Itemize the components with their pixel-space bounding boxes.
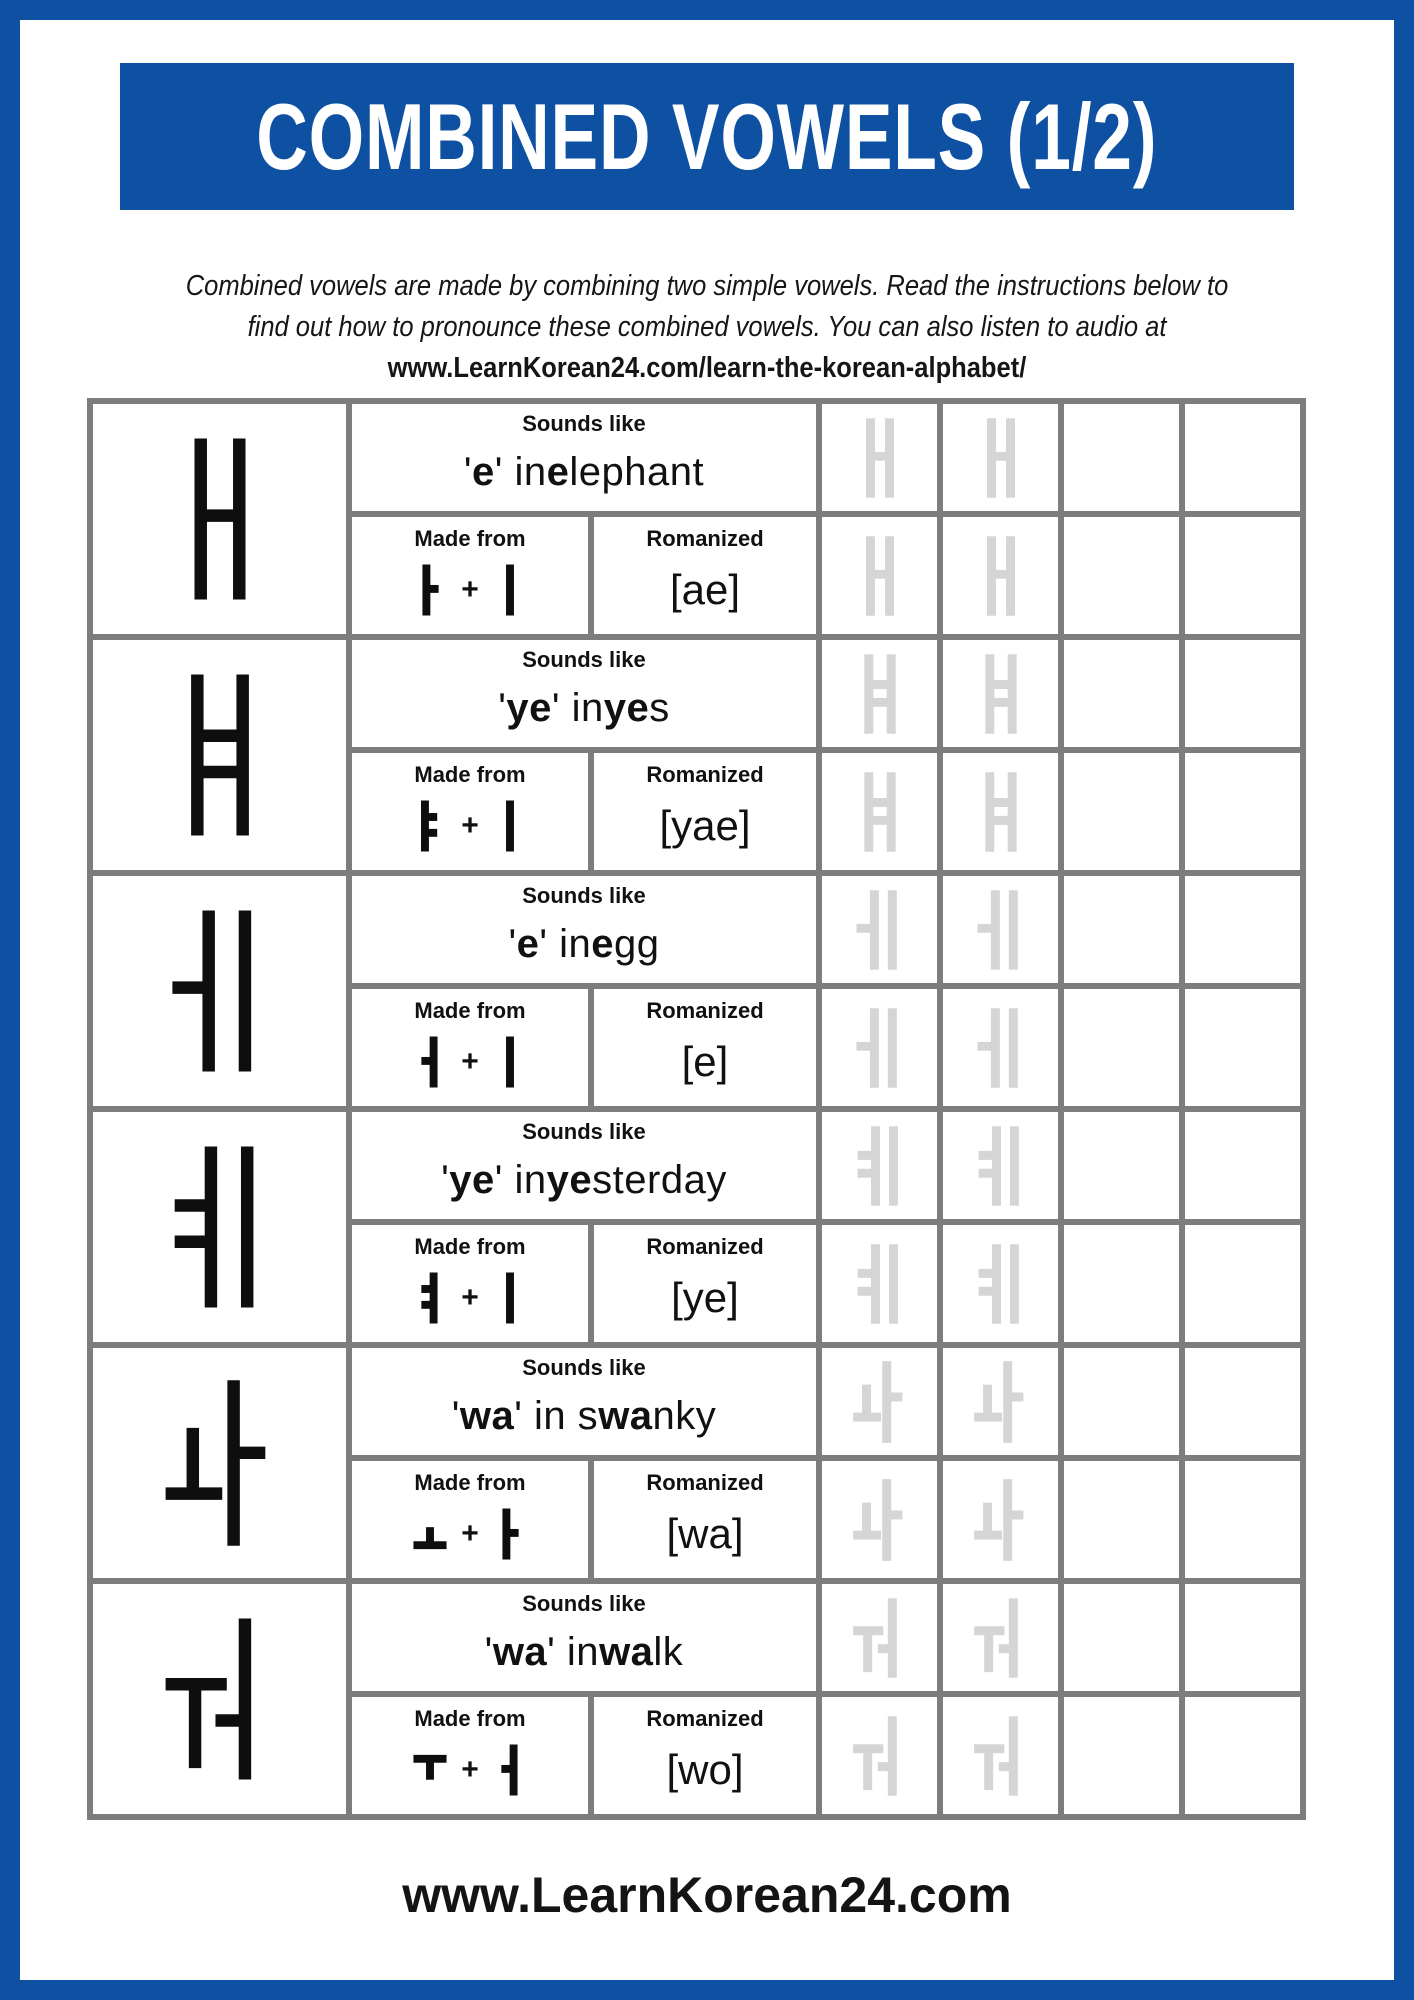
- trace-jamo: [973, 652, 1029, 736]
- made-from-value: [412, 1496, 528, 1572]
- practice-cell-empty: [1064, 1225, 1179, 1342]
- practice-cell-traced: [822, 1461, 937, 1578]
- practice-cell-traced: [943, 404, 1058, 511]
- practice-cell-traced: [822, 1584, 937, 1691]
- made-from-cell: [352, 1697, 588, 1814]
- made-from-cell: [352, 1461, 588, 1578]
- trace-jamo: [973, 1360, 1029, 1444]
- practice-cell-traced: [822, 1112, 937, 1219]
- practice-cell-empty: [1185, 1225, 1300, 1342]
- practice-cell-traced: [822, 404, 937, 511]
- plus-sign: +: [461, 1045, 479, 1078]
- sounds-like-label: Sounds like: [522, 647, 646, 672]
- practice-cell-empty: [1185, 876, 1300, 983]
- hangul-vowel: [163, 1142, 277, 1312]
- made-from-label: Made from: [414, 1470, 526, 1495]
- romanized-cell: [594, 1461, 816, 1578]
- hangul-vowel: [163, 434, 277, 604]
- practice-cell-traced: [943, 989, 1058, 1106]
- practice-cell-traced: [822, 517, 937, 634]
- page-title: COMBINED VOWELS (1/2): [256, 83, 1158, 189]
- trace-jamo: [973, 1714, 1029, 1798]
- practice-cell-traced: [822, 640, 937, 747]
- sounds-like-cell: [352, 1584, 816, 1691]
- footer-url: www.LearnKorean24.com: [402, 1867, 1012, 1923]
- trace-jamo: [852, 1006, 908, 1090]
- plus-sign: +: [461, 1281, 479, 1314]
- sounds-like-label: Sounds like: [522, 1591, 646, 1616]
- vowel-char-cell: [93, 640, 346, 870]
- intro-line-1: Combined vowels are made by combining two simple vowels. Read the instructions below to: [185, 270, 1229, 302]
- made-from-cell: [352, 753, 588, 870]
- romanized-value: [wo]: [666, 1746, 744, 1793]
- practice-cell-empty: [1185, 989, 1300, 1106]
- sounds-like-cell: [352, 404, 816, 511]
- trace-jamo: [852, 534, 908, 618]
- practice-cell-empty: [1185, 753, 1300, 870]
- made-from-label: Made from: [414, 1706, 526, 1731]
- practice-cell-empty: [1185, 1461, 1300, 1578]
- practice-cell-empty: [1064, 1348, 1179, 1455]
- practice-cell-traced: [943, 640, 1058, 747]
- plus-sign: +: [461, 809, 479, 842]
- component-jamo-1: [412, 1035, 448, 1089]
- practice-cell-traced: [822, 1225, 937, 1342]
- plus-sign: +: [461, 573, 479, 606]
- trace-jamo: [852, 1360, 908, 1444]
- vowel-char-cell: [93, 876, 346, 1106]
- trace-jamo: [852, 1124, 908, 1208]
- plus-sign: +: [461, 1517, 479, 1550]
- component-jamo-2: [492, 1743, 528, 1797]
- romanized-value: [yae]: [659, 802, 751, 849]
- trace-jamo: [973, 770, 1029, 854]
- sounds-like-example: ' e ' in e lephant: [463, 449, 705, 494]
- made-from-value: [412, 1732, 528, 1808]
- sounds-like-example: ' ye ' in ye s: [498, 685, 670, 730]
- practice-cell-empty: [1064, 640, 1179, 747]
- sounds-like-example: ' wa ' in s wa nky: [451, 1393, 717, 1438]
- intro-line-2: find out how to pronounce these combined vowels. You can also listen to audio at: [247, 311, 1167, 343]
- practice-cell-traced: [822, 989, 937, 1106]
- trace-jamo: [973, 416, 1029, 500]
- romanized-value: [ye]: [671, 1274, 739, 1321]
- romanized-value: [e]: [681, 1038, 729, 1085]
- practice-cell-traced: [943, 876, 1058, 983]
- romanized-cell: [594, 517, 816, 634]
- trace-jamo: [973, 1124, 1029, 1208]
- made-from-value: [412, 1260, 528, 1336]
- trace-jamo: [973, 1242, 1029, 1326]
- practice-cell-empty: [1064, 989, 1179, 1106]
- practice-cell-traced: [943, 753, 1058, 870]
- practice-cell-traced: [943, 1461, 1058, 1578]
- made-from-value: [412, 552, 528, 628]
- component-jamo-2: [492, 1035, 528, 1089]
- practice-cell-empty: [1185, 404, 1300, 511]
- practice-cell-traced: [943, 1697, 1058, 1814]
- sounds-like-cell: [352, 640, 816, 747]
- component-jamo-1: [412, 1507, 448, 1561]
- sounds-like-example: ' ye ' in ye sterday: [441, 1157, 727, 1202]
- made-from-label: Made from: [414, 998, 526, 1023]
- trace-jamo: [973, 1596, 1029, 1680]
- hangul-vowel: [163, 670, 277, 840]
- trace-jamo: [852, 1242, 908, 1326]
- practice-cell-traced: [943, 517, 1058, 634]
- trace-jamo: [852, 416, 908, 500]
- sounds-like-label: Sounds like: [522, 1119, 646, 1144]
- practice-cell-empty: [1064, 404, 1179, 511]
- romanized-label: Romanized: [646, 526, 764, 551]
- practice-cell-empty: [1185, 640, 1300, 747]
- trace-jamo: [852, 770, 908, 854]
- vowel-char-cell: [93, 1112, 346, 1342]
- practice-cell-empty: [1185, 517, 1300, 634]
- sounds-like-cell: [352, 876, 816, 983]
- made-from-cell: [352, 517, 588, 634]
- practice-cell-traced: [943, 1225, 1058, 1342]
- practice-cell-traced: [822, 876, 937, 983]
- romanized-label: Romanized: [646, 1470, 764, 1495]
- practice-cell-empty: [1064, 876, 1179, 983]
- made-from-label: Made from: [414, 1234, 526, 1259]
- practice-cell-traced: [943, 1348, 1058, 1455]
- made-from-cell: [352, 989, 588, 1106]
- component-jamo-2: [492, 1507, 528, 1561]
- sounds-like-label: Sounds like: [522, 1355, 646, 1380]
- practice-cell-empty: [1064, 753, 1179, 870]
- romanized-cell: [594, 753, 816, 870]
- vowel-char-cell: [93, 404, 346, 634]
- trace-jamo: [973, 888, 1029, 972]
- hangul-vowel: [163, 1378, 277, 1548]
- made-from-value: [412, 1024, 528, 1100]
- romanized-cell: [594, 1225, 816, 1342]
- vowel-char-cell: [93, 1348, 346, 1578]
- component-jamo-1: [412, 563, 448, 617]
- sounds-like-cell: [352, 1112, 816, 1219]
- sounds-like-label: Sounds like: [522, 411, 646, 436]
- trace-jamo: [852, 1596, 908, 1680]
- hangul-vowel: [163, 1614, 277, 1784]
- sounds-like-label: Sounds like: [522, 883, 646, 908]
- hangul-vowel: [163, 906, 277, 1076]
- romanized-cell: [594, 989, 816, 1106]
- practice-cell-empty: [1064, 1697, 1179, 1814]
- trace-jamo: [973, 534, 1029, 618]
- romanized-label: Romanized: [646, 762, 764, 787]
- practice-cell-traced: [822, 753, 937, 870]
- component-jamo-1: [412, 1743, 448, 1797]
- component-jamo-1: [412, 1271, 448, 1325]
- trace-jamo: [852, 1478, 908, 1562]
- trace-jamo: [973, 1006, 1029, 1090]
- trace-jamo: [852, 1714, 908, 1798]
- vowel-char-cell: [93, 1584, 346, 1814]
- romanized-label: Romanized: [646, 998, 764, 1023]
- made-from-label: Made from: [414, 526, 526, 551]
- made-from-cell: [352, 1225, 588, 1342]
- romanized-label: Romanized: [646, 1706, 764, 1731]
- practice-cell-empty: [1185, 1348, 1300, 1455]
- component-jamo-2: [492, 1271, 528, 1325]
- made-from-value: [412, 788, 528, 864]
- sounds-like-example: ' e ' in e gg: [508, 921, 660, 966]
- component-jamo-1: [412, 799, 448, 853]
- practice-cell-empty: [1185, 1112, 1300, 1219]
- component-jamo-2: [492, 799, 528, 853]
- trace-jamo: [973, 1478, 1029, 1562]
- title-banner: [120, 63, 1294, 210]
- sounds-like-cell: [352, 1348, 816, 1455]
- intro-url: www.LearnKorean24.com/learn-the-korean-alphabet/: [387, 352, 1027, 384]
- trace-jamo: [852, 652, 908, 736]
- component-jamo-2: [492, 563, 528, 617]
- practice-cell-traced: [822, 1697, 937, 1814]
- sounds-like-example: ' wa ' in wa lk: [484, 1629, 684, 1674]
- practice-cell-empty: [1064, 1112, 1179, 1219]
- practice-cell-empty: [1064, 1461, 1179, 1578]
- practice-cell-empty: [1064, 517, 1179, 634]
- vowel-table: [87, 398, 1306, 1820]
- romanized-value: [wa]: [666, 1510, 744, 1557]
- practice-cell-traced: [943, 1584, 1058, 1691]
- practice-cell-empty: [1185, 1697, 1300, 1814]
- intro-paragraph: [102, 266, 1311, 389]
- romanized-label: Romanized: [646, 1234, 764, 1259]
- romanized-cell: [594, 1697, 816, 1814]
- romanized-value: [ae]: [669, 566, 741, 613]
- practice-cell-empty: [1185, 1584, 1300, 1691]
- made-from-label: Made from: [414, 762, 526, 787]
- plus-sign: +: [461, 1753, 479, 1786]
- practice-cell-traced: [822, 1348, 937, 1455]
- practice-cell-empty: [1064, 1584, 1179, 1691]
- practice-cell-traced: [943, 1112, 1058, 1219]
- trace-jamo: [852, 888, 908, 972]
